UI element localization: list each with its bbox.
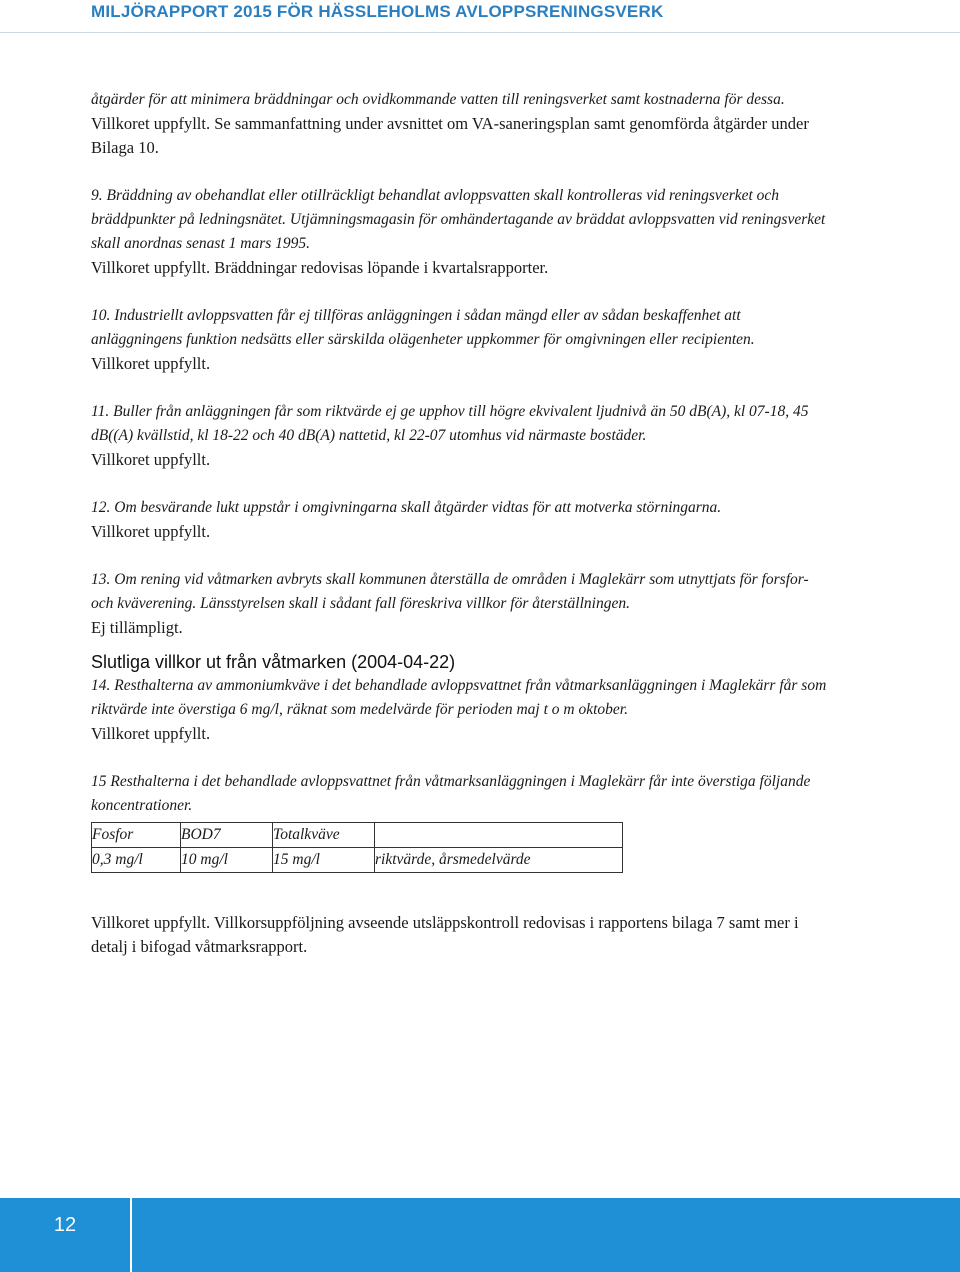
table-cell: 15 mg/l [273, 848, 375, 873]
concentration-limits-table [91, 822, 623, 873]
condition-10-result: Villkoret uppfyllt. [91, 354, 211, 373]
paragraph-continuation-result: Villkoret uppfyllt. Se sammanfattning under avsnittet om VA-saneringsplan samt genomförda åtgärder under Bilaga 10. [91, 114, 809, 157]
table-header-cell [375, 823, 623, 848]
condition-10: 10. Industriellt avloppsvatten får ej tillföras anläggningen i sådan mängd eller av sådan beskaffenhet att anläggningens funktion nedsätts eller särskilda olägenheter uppkommer för omgivningen eller recipienten. [91, 307, 755, 348]
paragraph-continuation-italic: åtgärder för att minimera bräddningar och ovidkommande vatten till reningsverket samt kostnaderna för dessa. [91, 91, 785, 108]
table-cell: 0,3 mg/l [92, 848, 181, 873]
condition-11-result: Villkoret uppfyllt. [91, 450, 211, 469]
header-divider [0, 32, 960, 33]
page-footer [0, 1198, 960, 1272]
section-heading: Slutliga villkor ut från våtmarken (2004-04-22) [91, 652, 456, 672]
table-row [92, 848, 623, 873]
condition-12-result: Villkoret uppfyllt. [91, 522, 211, 541]
page-header [0, 0, 960, 34]
report-title: MILJÖRAPPORT 2015 FÖR HÄSSLEHOLMS AVLOPPSRENINGSVERK [91, 2, 664, 21]
condition-11: 11. Buller från anläggningen får som riktvärde ej ge upphov till högre ekvivalent ljudnivå än 50 dB(A), kl 07-18, 45 dB((A) kvällstid, kl 18-22 och 40 dB(A) nattetid, kl 22-07 utomhus vid närmaste bostäder. [91, 403, 809, 444]
condition-13-result: Ej tillämpligt. [91, 618, 183, 637]
condition-15: 15 Resthalterna i det behandlade avloppsvattnet från våtmarksanläggningen i Maglekärr får inte överstiga följande koncentrationer. [91, 773, 811, 814]
table-header-cell: Fosfor [92, 823, 181, 848]
condition-15-result: Villkoret uppfyllt. Villkorsuppföljning avseende utsläppskontroll redovisas i rapportens bilaga 7 samt mer i detalj i bifogad våtmarksrapport. [91, 913, 799, 956]
table-header-cell: Totalkväve [273, 823, 375, 848]
condition-14-result: Villkoret uppfyllt. [91, 724, 211, 743]
condition-9-result: Villkoret uppfyllt. Bräddningar redovisas löpande i kvartalsrapporter. [91, 258, 549, 277]
document-body [91, 88, 831, 959]
page-number: 12 [53, 1214, 77, 1236]
condition-13: 13. Om rening vid våtmarken avbryts skall kommunen återställa de områden i Maglekärr som utnyttjats för forsfor- och kväverening. Länsstyrelsen skall i sådant fall föreskriva villkor för återställningen. [91, 571, 809, 612]
condition-12: 12. Om besvärande lukt uppstår i omgivningarna skall åtgärder vidtas för att motverka störningarna. [91, 499, 722, 516]
table-cell: 10 mg/l [181, 848, 273, 873]
table-row [92, 823, 623, 848]
condition-14: 14. Resthalterna av ammoniumkväve i det behandlade avloppsvattnet från våtmarksanläggningen i Maglekärr får som riktvärde inte överstiga 6 mg/l, räknat som medelvärde för perioden maj t o m oktober. [91, 677, 827, 718]
page-number-box [0, 1198, 132, 1272]
condition-9: 9. Bräddning av obehandlat eller otillräckligt behandlat avloppsvatten skall kontrolleras vid reningsverket och bräddpunkter på ledningsnätet. Utjämningsmagasin för omhändertagande av bräddat avloppsvatten vid reningsverket skall anordnas senast 1 mars 1995. [91, 187, 826, 252]
table-header-cell: BOD7 [181, 823, 273, 848]
table-cell: riktvärde, årsmedelvärde [375, 848, 623, 873]
